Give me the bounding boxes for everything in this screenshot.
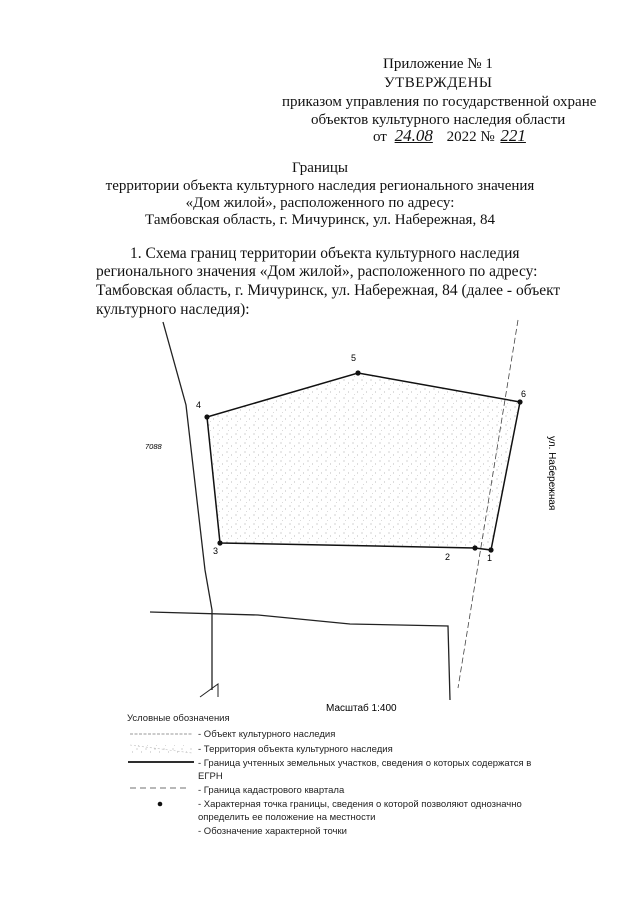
paragraph-line-3: Тамбовская область, г. Мичуринск, ул. Набережная, 84 (далее - объект	[96, 282, 561, 299]
point-label-1: 1	[487, 553, 493, 563]
title-line-2: территории объекта культурного наследия регионального значения	[105, 178, 535, 194]
order-line-2: объектов культурного наследия области	[311, 112, 566, 128]
paragraph-line-4: культурного наследия):	[96, 301, 250, 318]
legend-item-point: - Характерная точка границы, сведения о которой позволяют однозначно	[198, 799, 522, 810]
boundary-point-4	[204, 414, 209, 419]
boundary-point-3	[217, 540, 222, 545]
title-line-1: Границы	[291, 160, 349, 176]
point-label-6: 6	[521, 389, 527, 399]
legend-item-object: - Объект культурного наследия	[198, 729, 336, 740]
legend-item-territory: - Территория объекта культурного наследия	[198, 744, 393, 755]
point-label-4: 4	[196, 400, 202, 410]
point-label-5: 5	[351, 353, 357, 363]
heritage-territory	[207, 373, 520, 550]
title-line-4: Тамбовская область, г. Мичуринск, ул. Набережная, 84	[145, 212, 495, 228]
order-line-1: приказом управления по государственной охране	[282, 94, 597, 110]
year-number-prefix: 2022 №	[446, 129, 495, 145]
appendix-label: Приложение № 1	[383, 56, 493, 72]
scale-label: Масштаб 1:400	[326, 703, 397, 714]
small-bracket-mark	[200, 684, 218, 697]
boundary-point-6	[517, 399, 522, 404]
paragraph-line-2: регионального значения «Дом жилой», расположенного по адресу:	[96, 263, 538, 280]
cadastral-boundary-left	[163, 322, 212, 690]
title-line-3: «Дом жилой», расположенного по адресу:	[185, 195, 455, 211]
from-prefix: от	[373, 129, 387, 145]
point-label-2: 2	[445, 552, 451, 562]
legend-title: Условные обозначения	[127, 713, 230, 724]
handwritten-date: 24.08	[394, 126, 433, 145]
paragraph-line-1: 1. Схема границ территории объекта культурного наследия	[130, 245, 520, 262]
boundary-point-2	[472, 545, 477, 550]
legend-item-parcel-cont: ЕГРН	[198, 771, 223, 782]
parcel-number-label: 7088	[145, 442, 162, 451]
legend-item-quarter: - Граница кадастрового квартала	[198, 785, 345, 796]
street-label: ул. Набережная	[546, 436, 557, 511]
legend-item-point-label: - Обозначение характерной точки	[198, 826, 347, 837]
point-label-3: 3	[213, 546, 219, 556]
legend-item-point-cont: определить ее положение на местности	[198, 812, 376, 823]
legend-point-symbol	[158, 802, 163, 807]
boundary-point-1	[488, 547, 493, 552]
approved-label: УТВЕРЖДЕНЫ	[384, 75, 493, 91]
handwritten-number: 221	[500, 126, 526, 145]
cadastral-boundary-bottom	[150, 612, 450, 700]
boundary-point-5	[355, 370, 360, 375]
legend-item-parcel: - Граница учтенных земельных участков, сведения о которых содержатся в	[198, 758, 532, 769]
